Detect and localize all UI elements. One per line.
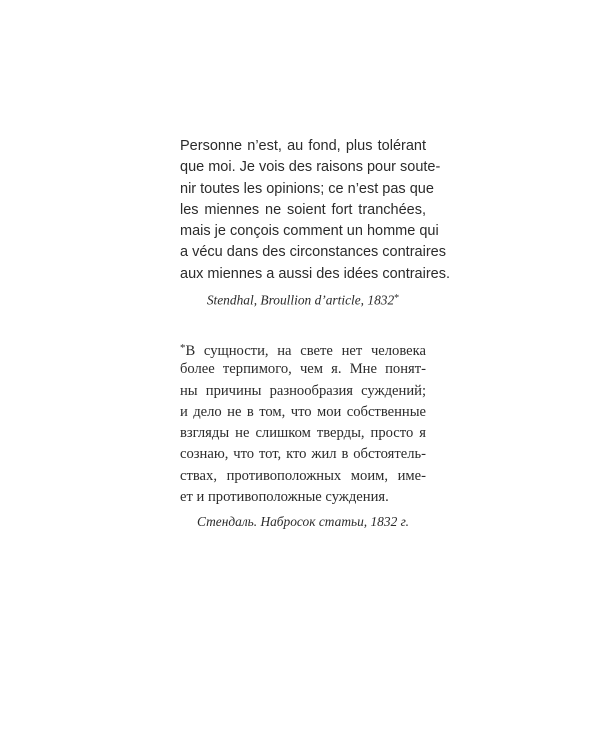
epigraph-french-line: aux miennes a aussi des idées contraires. [180,265,451,282]
epigraph-russian-line [180,338,426,359]
epigraph-french-attribution [180,289,426,311]
epigraph-french [180,136,451,311]
line-text: В сущности, на свете нет человека [185,342,426,359]
epigraph-french-line: les miennes ne soient fort tranchées, [180,201,426,218]
footnote-marker: * [394,293,400,305]
epigraph-russian-translation [180,338,426,532]
footnote-marker: * [180,342,186,354]
epigraph-russian-line: и дело не в том, что мои собственные [180,403,426,420]
epigraph-russian-line: ны причины разнообразия суждений; [180,382,426,399]
epigraph-russian-line: сознаю, что тот, кто жил в обстоятель- [180,446,426,463]
epigraph-russian-line: взгляды не слишком тверды, просто я [180,425,426,442]
epigraph-russian-line: более терпимого, чем я. Мне понят- [180,361,426,378]
epigraph-french-line: Personne n’est, au fond, plus tolérant [180,138,426,154]
attribution-text: Stendhal, Broullion d’article, 1832 [206,292,395,308]
epigraph-french-line: nir toutes les opinions; ce n’est pas que [180,180,434,197]
epigraph-russian-attribution: Стендаль. Набросок статьи, 1832 г. [196,514,410,530]
epigraph-russian-line: ет и противоположные суждения. [180,489,389,506]
epigraph-french-line: mais je conçois comment un homme qui [180,223,439,240]
epigraph-french-line: a vécu dans des circonstances contraires [180,244,446,261]
epigraph-russian-line: ствах, противоположных моим, име- [180,467,426,484]
epigraph-french-line: que moi. Je vois des raisons pour soute- [180,159,441,176]
